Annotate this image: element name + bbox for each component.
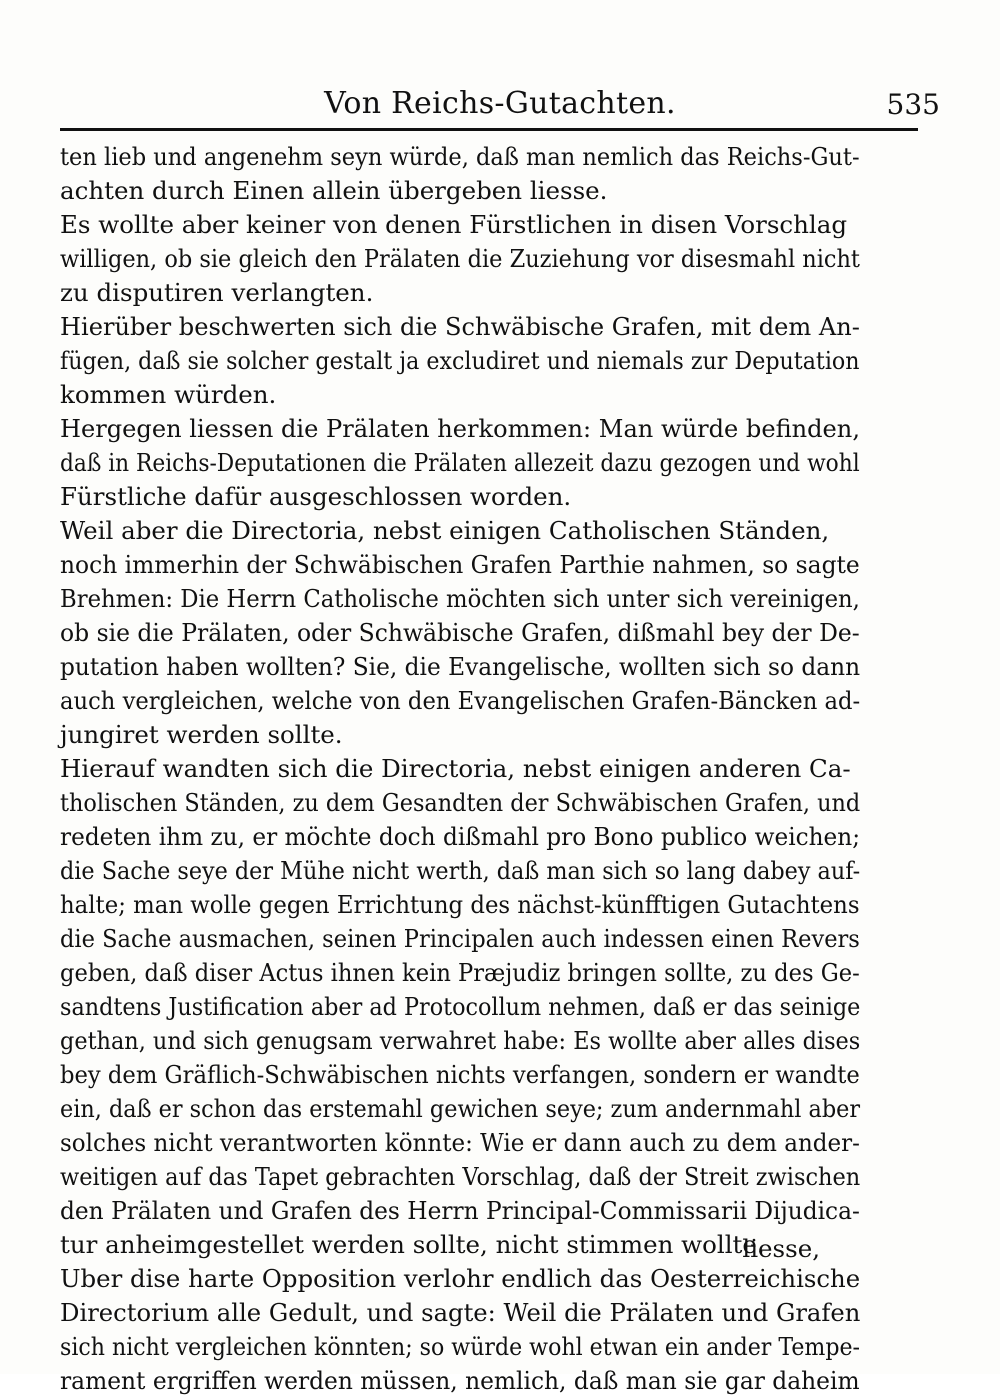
text-line: kommen würden.	[60, 380, 277, 409]
text-line: Hergegen liessen die Prälaten herkommen: Man würde befinden,	[60, 414, 860, 443]
text-line: zu disputiren verlangten.	[60, 278, 374, 307]
text-line: die Sache ausmachen, seinen Principalen auch indessen einen Revers	[60, 924, 860, 953]
text-line: jungiret werden sollte.	[60, 720, 343, 749]
text-line: noch immerhin der Schwäbischen Grafen Parthie nahmen, so sagte	[60, 550, 860, 579]
text-line: Hierüber beschwerten sich die Schwäbische Grafen, mit dem An-	[60, 312, 860, 341]
text-line: willigen, ob sie gleich den Prälaten die Zuziehung vor disesmahl nicht	[60, 244, 860, 273]
text-line: Brehmen: Die Herrn Catholische möchten sich unter sich vereinigen,	[60, 584, 860, 613]
header-rule	[60, 128, 918, 131]
running-title: Von Reichs-Gutachten.	[324, 86, 676, 121]
text-line: ten lieb und angenehm seyn würde, daß man nemlich das Reichs-Gut-	[60, 142, 860, 171]
text-line: Fürstliche dafür ausgeschlossen worden.	[60, 482, 572, 511]
text-line: Es wollte aber keiner von denen Fürstlichen in disen Vorschlag	[60, 210, 848, 239]
text-line: die Sache seye der Mühe nicht werth, daß man sich so lang dabey auf-	[60, 856, 861, 885]
text-line: rament ergriffen werden müssen, nemlich, daß man sie gar daheim	[60, 1366, 860, 1395]
text-line: bey dem Gräflich-Schwäbischen nichts verfangen, sondern er wandte	[60, 1060, 860, 1089]
text-line: Weil aber die Directoria, nebst einigen Catholischen Ständen,	[60, 516, 830, 545]
text-line: ein, daß er schon das erstemahl gewichen seye; zum andernmahl aber	[60, 1094, 861, 1123]
text-line: redeten ihm zu, er möchte doch dißmahl pro Bono publico weichen;	[60, 822, 861, 851]
text-line: fügen, daß sie solcher gestalt ja excludiret und niemals zur Deputation	[60, 346, 860, 375]
text-line: putation haben wollten? Sie, die Evangelische, wollten sich so dann	[60, 652, 861, 681]
text-line: daß in Reichs-Deputationen die Prälaten allezeit dazu gezogen und wohl	[60, 448, 860, 477]
catchword: liesse,	[742, 1234, 820, 1263]
text-line: auch vergleichen, welche von den Evangelischen Grafen-Bäncken ad-	[60, 686, 861, 715]
text-line: weitigen auf das Tapet gebrachten Vorschlag, daß der Streit zwischen	[60, 1162, 861, 1191]
text-line: tur anheimgestellet werden sollte, nicht stimmen wollte.	[60, 1230, 765, 1259]
text-line: den Prälaten und Grafen des Herrn Principal-Commissarii Dijudica-	[60, 1196, 860, 1225]
text-line: gethan, und sich genugsam verwahret habe: Es wollte aber alles dises	[60, 1026, 861, 1055]
text-line: halte; man wolle gegen Errichtung des nächst-künfftigen Gutachtens	[60, 890, 860, 919]
text-line: Hierauf wandten sich die Directoria, nebst einigen anderen Ca-	[60, 754, 851, 783]
text-line: solches nicht verantworten könnte: Wie er dann auch zu dem ander-	[60, 1128, 860, 1157]
text-line: tholischen Ständen, zu dem Gesandten der Schwäbischen Grafen, und	[60, 788, 861, 817]
page-number: 535	[886, 88, 940, 121]
text-line: Uber dise harte Opposition verlohr endlich das Oesterreichische	[60, 1264, 861, 1293]
text-line: sich nicht vergleichen könnten; so würde wohl etwan ein ander Tempe-	[60, 1332, 860, 1361]
text-line: ob sie die Prälaten, oder Schwäbische Grafen, dißmahl bey der De-	[60, 618, 860, 647]
body-text	[60, 140, 861, 1398]
text-line: achten durch Einen allein übergeben liesse.	[60, 176, 608, 205]
page-header	[60, 78, 940, 126]
text-line: sandtens Justification aber ad Protocollum nehmen, daß er das seinige	[60, 992, 861, 1021]
text-line: Directorium alle Gedult, und sagte: Weil die Prälaten und Grafen	[60, 1298, 861, 1327]
text-line: geben, daß diser Actus ihnen kein Præjudiz bringen sollte, zu des Ge-	[60, 958, 860, 987]
